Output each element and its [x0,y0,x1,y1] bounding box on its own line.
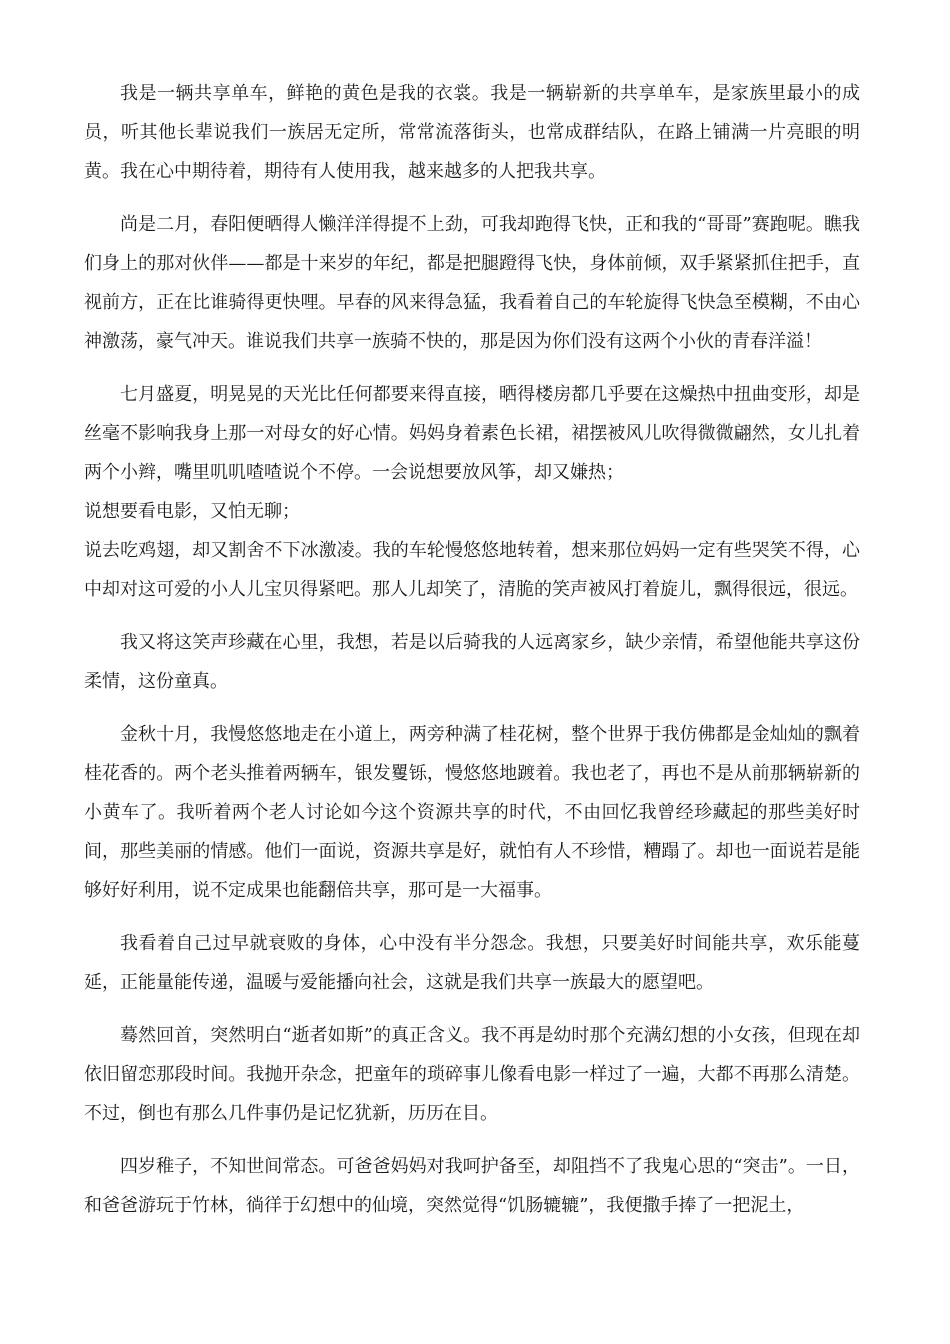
paragraph-5: 金秋十月，我慢悠悠地走在小道上，两旁种满了桂花树，整个世界于我仿佛都是金灿灿的飘着桂花香的。两个老头推着两辆车，银发矍铄，慢悠悠地踱着。我也老了，再也不是从前那辆崭新的小黄车了。我听着两个老人讨论如今这个资源共享的时代，不由回忆我曾经珍藏起的那些美好时间，那些美丽的情感。他们一面说，资源共享是好，就怕有人不珍惜，糟蹋了。却也一面说若是能够好好利用，说不定成果也能翻倍共享，那可是一大福事。 [84,724,860,901]
document-page [84,74,860,1239]
paragraph-2: 尚是二月，春阳便晒得人懒洋洋得提不上劲，可我却跑得飞快，正和我的“哥哥”赛跑呢。瞧我们身上的那对伙伴——都是十来岁的年纪，都是把腿蹬得飞快，身体前倾，双手紧紧抓住把手，直视前方，正在比谁骑得更快哩。早春的风来得急猛，我看着自己的车轮旋得飞快急至模糊，不由心神激荡，豪气冲天。谁说我们共享一族骑不快的，那是因为你们没有这两个小伙的青春洋溢！ [84,214,860,352]
paragraph-6: 我看着自己过早就衰败的身体，心中没有半分怨念。我想，只要美好时间能共享，欢乐能蔓延，正能量能传递，温暖与爱能播向社会，这就是我们共享一族最大的愿望吧。 [84,933,860,993]
paragraph-3: 七月盛夏，明晃晃的天光比任何都要来得直接，晒得楼房都几乎要在这燥热中扭曲变形，却是丝毫不影响我身上那一对母女的好心情。妈妈身着素色长裙，裙摆被风儿吹得微微翩然，女儿扎着两个小辫，嘴里叽叽喳喳说个不停。一会说想要放风筝，却又嫌热； [84,384,860,483]
paragraph-3-line-c: 说去吃鸡翅，却又割舍不下冰激凌。我的车轮慢悠悠地转着，想来那位妈妈一定有些哭笑不得，心中却对这可爱的小人儿宝贝得紧吧。那人儿却笑了，清脆的笑声被风打着旋儿，飘得很远，很远。 [84,540,860,600]
paragraph-8: 四岁稚子，不知世间常态。可爸爸妈妈对我呵护备至，却阻挡不了我鬼心思的“突击”。一日，和爸爸游玩于竹林，徜徉于幻想中的仙境，突然觉得“饥肠辘辘”，我便撒手捧了一把泥土， [84,1156,860,1216]
paragraph-7: 蓦然回首，突然明白“逝者如斯”的真正含义。我不再是幼时那个充满幻想的小女孩，但现在却依旧留恋那段时间。我抛开杂念，把童年的琐碎事儿像看电影一样过了一遍，大都不再那么清楚。不过，倒也有那么几件事仍是记忆犹新，历历在目。 [84,1025,860,1124]
paragraph-1: 我是一辆共享单车，鲜艳的黄色是我的衣裳。我是一辆崭新的共享单车，是家族里最小的成员，听其他长辈说我们一族居无定所，常常流落街头，也常成群结队，在路上铺满一片亮眼的明黄。我在心中期待着，期待有人使用我，越来越多的人把我共享。 [84,83,860,182]
paragraph-4: 我又将这笑声珍藏在心里，我想，若是以后骑我的人远离家乡，缺少亲情，希望他能共享这份柔情，这份童真。 [84,632,860,692]
paragraph-3-line-b: 说想要看电影，又怕无聊； [84,501,300,522]
